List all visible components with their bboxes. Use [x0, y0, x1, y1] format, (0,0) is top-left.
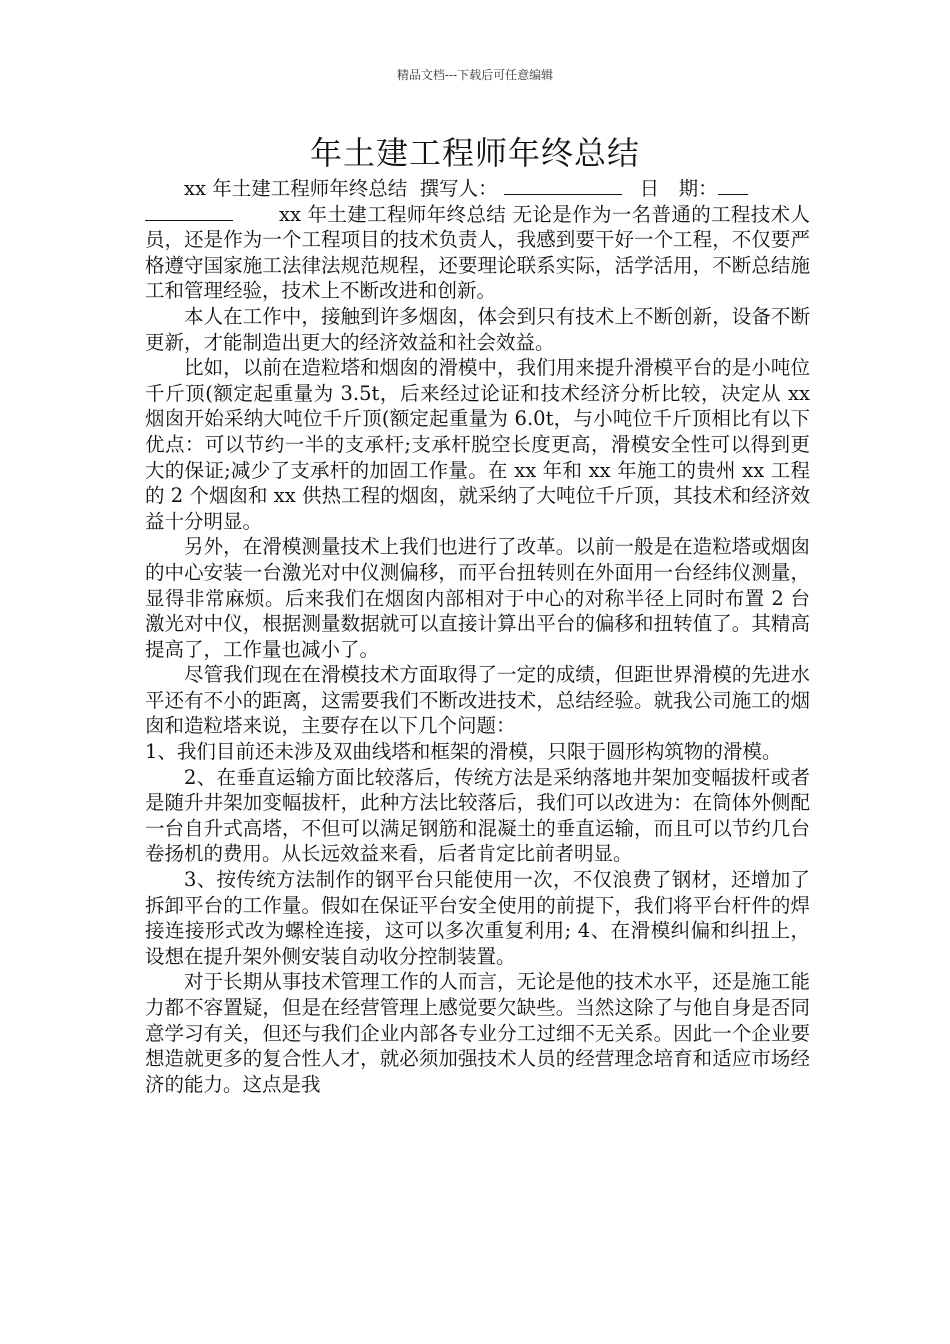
- author-label: 撰写人：: [419, 177, 498, 200]
- document-title: 年土建工程师年终总结: [309, 134, 640, 172]
- paragraph-4: 另外，在滑模测量技术上我们也进行了改革。以前一般是在造粒塔或烟囱的中心安装一台激光对中仪测偏移，而平台扭转则在外面用一台经纬仪测量，显得非常麻烦。后来我们在烟囱内部相对于中心的对称半径上同时布置 2 台激光对中仪，根据测量数据就可以直接计算出平台的偏移和扭转值了。其精高提高了，工作量也减小了。: [145, 535, 810, 661]
- paragraph-5: 尽管我们现在在滑模技术方面取得了一定的成绩，但距世界滑模的先进水平还有不小的距离，这需要我们不断改进技术，总结经验。就我公司施工的烟囱和造粒塔来说，主要存在以下几个问题：: [145, 663, 810, 738]
- date-label: 日 期：: [639, 177, 718, 200]
- paragraph-2: 本人在工作中，接触到许多烟囱，体会到只有技术上不断创新，设备不断更新，才能制造出更大的经济效益和社会效益。: [145, 304, 810, 354]
- byline: [145, 176, 810, 304]
- paragraph-1: xx 年土建工程师年终总结 无论是作为一名普通的工程技术人员，还是作为一个工程项目的技术负责人，我感到要干好一个工程，不仅要严格遵守国家施工法律法规范规程，还要理论联系实际，活学活用，不断总结施工和管理经验，技术上不断改进和创新。: [145, 202, 810, 303]
- paragraph-7: 2、在垂直运输方面比较落后，传统方法是采纳落地井架加变幅拔杆或者是随升井架加变幅拔杆，此种方法比较落后，我们可以改进为：在筒体外侧配一台自升式高塔，不但可以满足钢筋和混凝土的垂直运输，而且可以节约几台卷扬机的费用。从长远效益来看，后者肯定比前者明显。: [145, 765, 810, 866]
- date-blank-a: [718, 176, 748, 195]
- paragraph-6: 1、我们目前还未涉及双曲线塔和框架的滑模，只限于圆形构筑物的滑模。: [145, 740, 782, 764]
- byline-doc-name: xx 年土建工程师年终总结: [184, 177, 408, 200]
- paragraph-8: 3、按传统方法制作的钢平台只能使用一次，不仅浪费了钢材，还增加了拆卸平台的工作量。假如在保证平台安全使用的前提下，我们将平台杆件的焊接连接形式改为螺栓连接，这可以多次重复利用; 4、在滑模纠偏和纠扭上，设想在提升架外侧安装自动收分控制装置。: [145, 868, 810, 968]
- document-body: [145, 176, 810, 1097]
- header-note: 精品文档---下载后可任意编辑: [396, 68, 554, 82]
- paragraph-3: 比如，以前在造粒塔和烟囱的滑模中，我们用来提升滑模平台的是小吨位千斤顶(额定起重量为 3.5t，后来经过论证和技术经济分析比较，决定从 xx 烟囱开始采纳大吨位千斤顶(额定起重量为 6.0t，与小吨位千斤顶相比有以下优点：可以节约一半的支承杆;支承杆脱空长度更高，滑模安全性可以得到更大的保证;减少了支承杆的加固工作量。在 xx 年和 xx 年施工的贵州 xx 工程的 2 个烟囱和 xx 供热工程的烟囱，就采纳了大吨位千斤顶，其技术和经济效益十分明显。: [145, 356, 810, 533]
- author-blank: [504, 176, 622, 195]
- paragraph-9: 对于长期从事技术管理工作的人而言，无论是他的技术水平，还是施工能力都不容置疑，但是在经营管理上感觉要欠缺些。当然这除了与他自身是否同意学习有关，但还与我们企业内部各专业分工过细不无关系。因此一个企业要想造就更多的复合性人才，就必须加强技术人员的经营理念培育和适应市场经济的能力。这点是我: [145, 970, 810, 1096]
- date-blank-b: [145, 202, 233, 221]
